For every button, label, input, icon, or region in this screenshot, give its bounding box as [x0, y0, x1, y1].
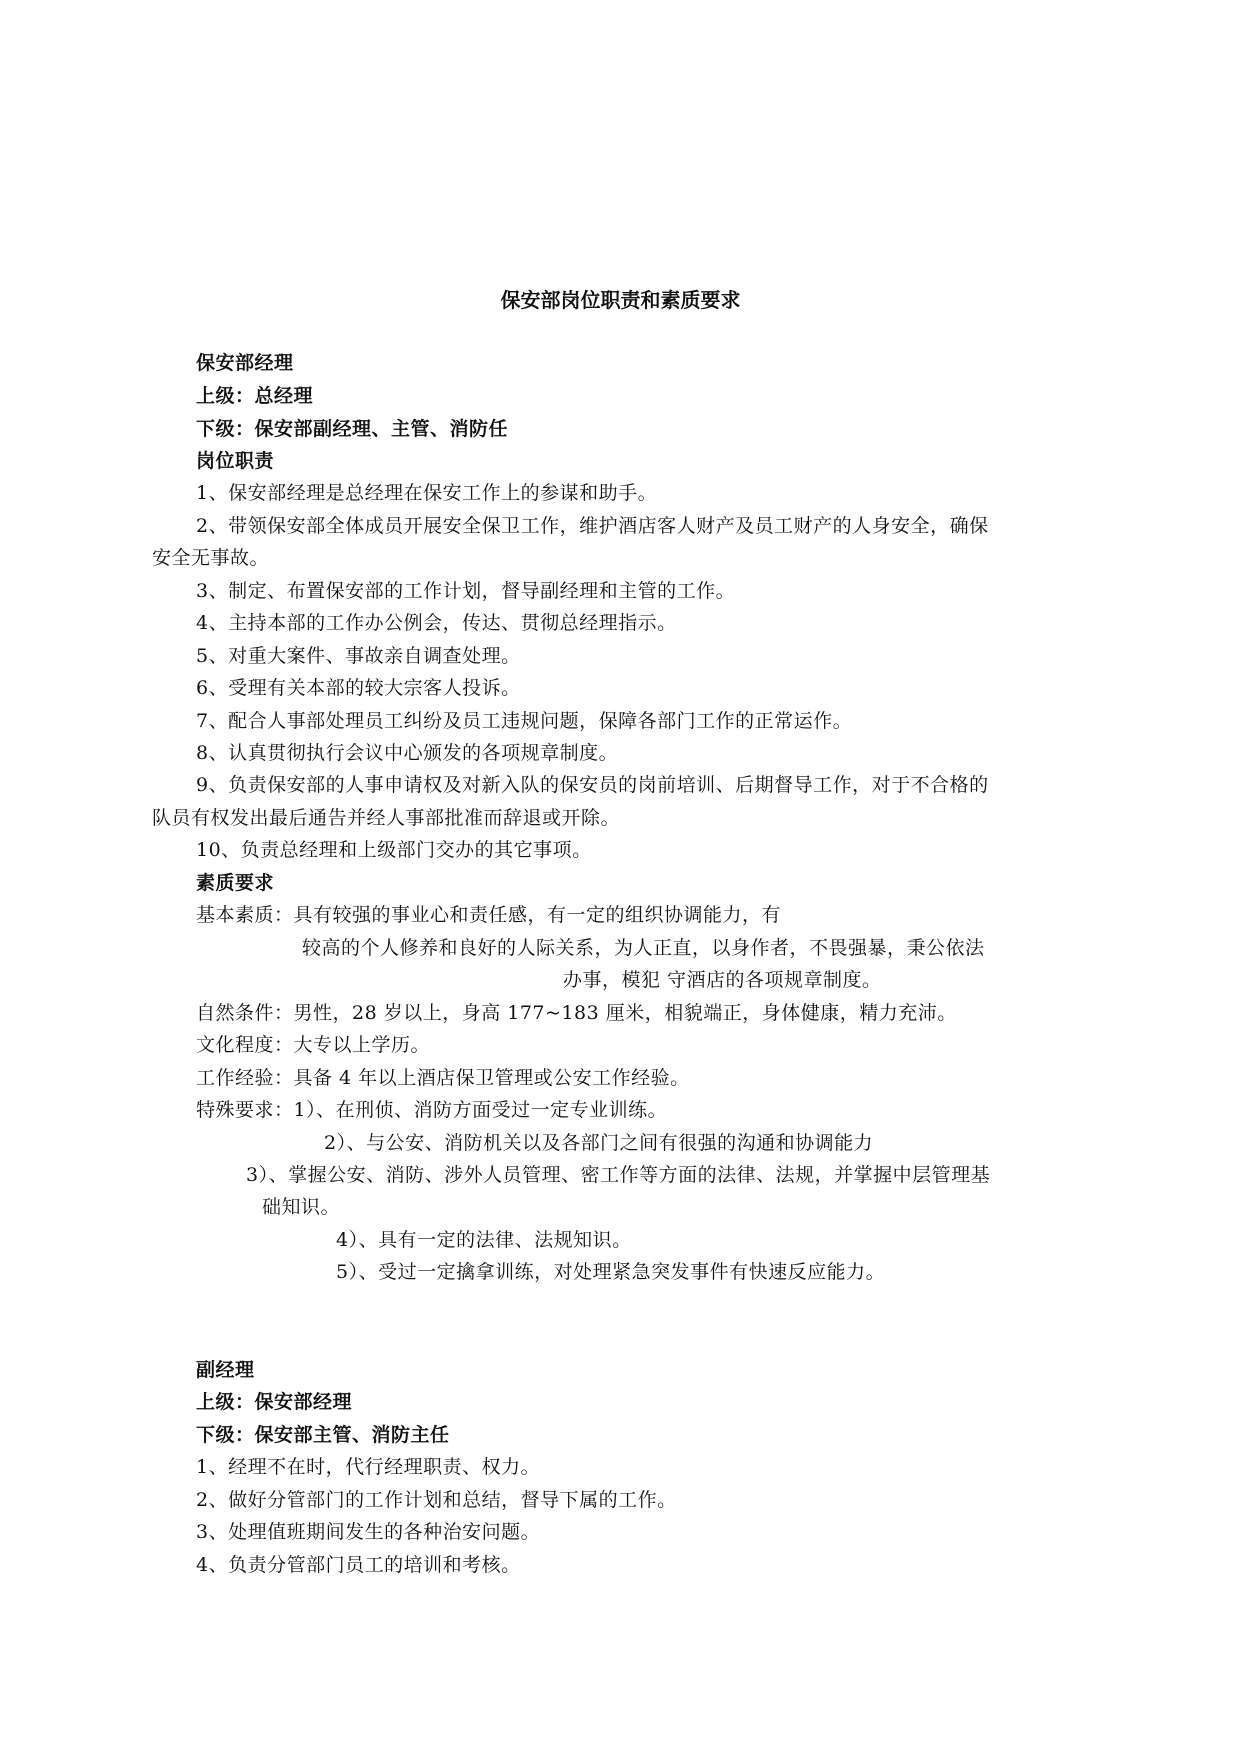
- duties-heading: 岗位职责: [196, 450, 275, 472]
- duty-item: 5、对重大案件、事故亲自调查处理。: [196, 645, 521, 667]
- quality-item: 自然条件：男性，28 岁以上，身高 177~183 厘米，相貌端正，身体健康，精力充沛。: [196, 1002, 957, 1024]
- duty-item: 6、受理有关本部的较大宗客人投诉。: [196, 677, 521, 699]
- quality-heading: 素质要求: [196, 872, 275, 894]
- duty-item: 10、负责总经理和上级部门交办的其它事项。: [196, 839, 592, 861]
- quality-subitem: 2）、与公安、消防机关以及各部门之间有很强的沟通和协调能力: [324, 1132, 874, 1154]
- duty-item: 3、制定、布置保安部的工作计划，督导副经理和主管的工作。: [196, 580, 736, 602]
- duty-item: 1、保安部经理是总经理在保安工作上的参谋和助手。: [196, 482, 658, 504]
- duty-item: 8、认真贯彻执行会议中心颁发的各项规章制度。: [196, 742, 619, 764]
- deputy-subordinate: 下级：保安部主管、消防主任: [196, 1424, 450, 1446]
- section-heading-deputy: 副经理: [196, 1359, 255, 1381]
- duty-item: 2、带领保安部全体成员开展安全保卫工作，维护酒店客人财产及员工财产的人身安全，确保: [196, 515, 989, 537]
- quality-item: 基本素质：具有较强的事业心和责任感，有一定的组织协调能力，有: [196, 904, 782, 926]
- duty-item: 7、配合人事部处理员工纠纷及员工违规问题，保障各部门工作的正常运作。: [196, 710, 853, 732]
- deputy-duty-item: 4、负责分管部门员工的培训和考核。: [196, 1554, 521, 1576]
- quality-subitem: 5）、受过一定擒拿训练，对处理紧急突发事件有快速反应能力。: [336, 1261, 886, 1283]
- deputy-duty-item: 2、做好分管部门的工作计划和总结，督导下属的工作。: [196, 1489, 677, 1511]
- quality-subitem-continuation: 础知识。: [262, 1196, 341, 1218]
- quality-item-continuation: 办事，模犯 守酒店的各项规章制度。: [563, 969, 882, 991]
- quality-item: 工作经验：具备 4 年以上酒店保卫管理或公安工作经验。: [196, 1067, 690, 1089]
- quality-subitem: 4）、具有一定的法律、法规知识。: [336, 1229, 632, 1251]
- deputy-duty-item: 3、处理值班期间发生的各种治安问题。: [196, 1521, 541, 1543]
- quality-subitem: 3）、掌握公安、消防、涉外人员管理、密工作等方面的法律、法规，并掌握中层管理基: [246, 1164, 991, 1186]
- page-title: 保安部岗位职责和素质要求: [500, 288, 741, 312]
- manager-superior: 上级：总经理: [196, 385, 314, 407]
- quality-item: 特殊要求：1）、在刑侦、消防方面受过一定专业训练。: [196, 1099, 668, 1121]
- section-heading-manager: 保安部经理: [196, 352, 294, 374]
- quality-item-continuation: 较高的个人修养和良好的人际关系，为人正直，以身作者，不畏强暴，秉公依法: [302, 937, 985, 959]
- deputy-duty-item: 1、经理不在时，代行经理职责、权力。: [196, 1456, 541, 1478]
- quality-item: 文化程度：大专以上学历。: [196, 1034, 431, 1056]
- duty-item-continuation: 队员有权发出最后通告并经人事部批准而辞退或开除。: [152, 807, 621, 829]
- duty-item: 4、主持本部的工作办公例会，传达、贯彻总经理指示。: [196, 612, 677, 634]
- duty-item: 9、负责保安部的人事申请权及对新入队的保安员的岗前培训、后期督导工作，对于不合格的: [196, 774, 989, 796]
- deputy-superior: 上级：保安部经理: [196, 1391, 353, 1413]
- manager-subordinate: 下级：保安部副经理、主管、消防任: [196, 418, 509, 440]
- duty-item-continuation: 安全无事故。: [152, 547, 270, 569]
